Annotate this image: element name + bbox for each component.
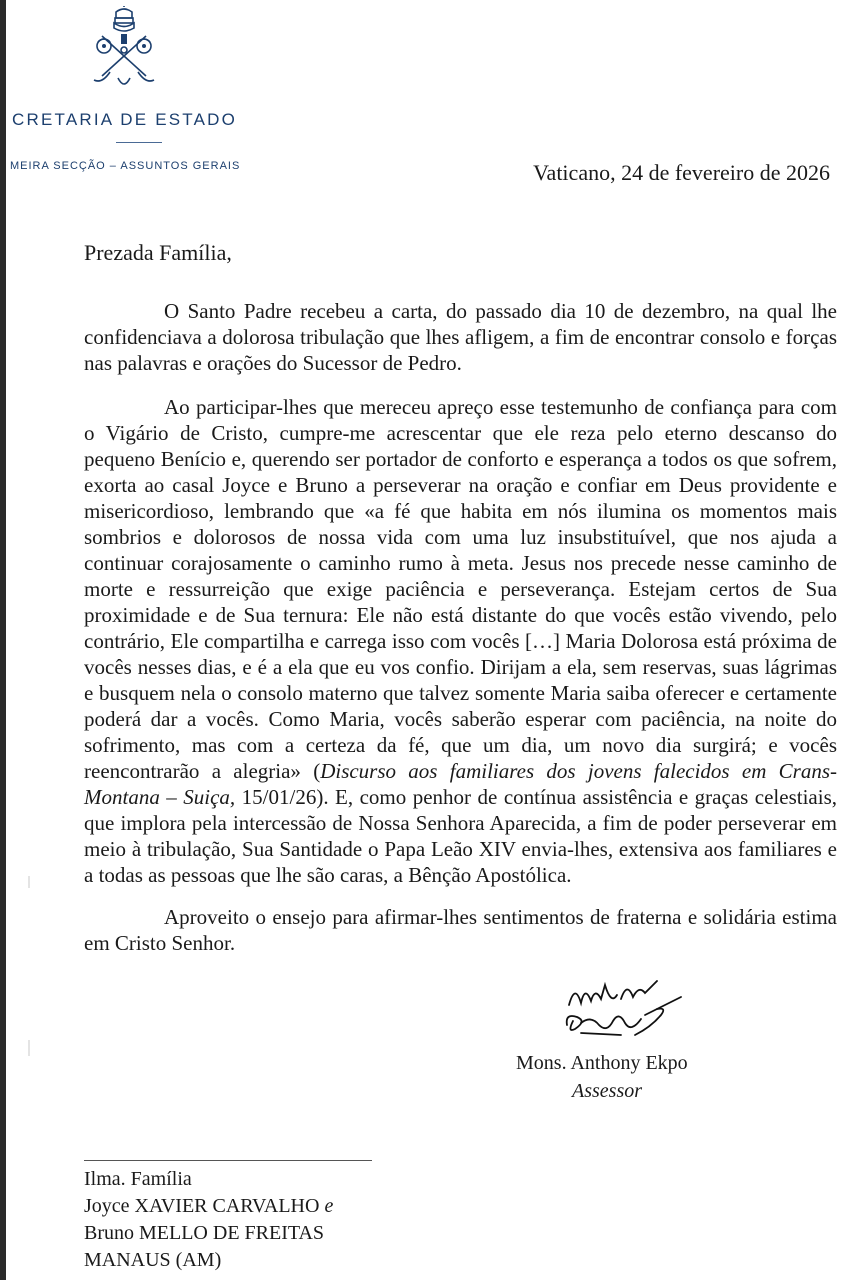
papal-coat-of-arms-icon	[84, 6, 164, 96]
signer-name: Mons. Anthony Ekpo	[516, 1052, 688, 1074]
addressee-conjunction: e	[324, 1195, 334, 1217]
dateline: Vaticano, 24 de fevereiro de 2026	[533, 160, 830, 185]
addressee-block	[84, 1166, 333, 1274]
handwritten-signature	[561, 975, 691, 1047]
letter-body	[84, 298, 837, 974]
department-name: CRETARIA DE ESTADO	[12, 110, 238, 129]
addressee-name-1: Joyce XAVIER CARVALHO	[84, 1195, 325, 1217]
paragraph-1: O Santo Padre recebeu a carta, do passado dia 10 de dezembro, na qual lhe confidenciava a dolorosa tribulação que lhes afligem, a fim de encontrar consolo e forças nas palavras e orações do Sucessor de Pedro.	[84, 299, 837, 375]
citation: Discurso aos familiares dos jovens falecidos em Crans-Montana – Suiça,	[84, 759, 837, 809]
addressee-line-1: Ilma. Família	[84, 1168, 192, 1190]
addressee-line-3: Bruno MELLO DE FREITAS	[84, 1222, 325, 1244]
paragraph-2-main: Ao participar-lhes que mereceu apreço esse testemunho de confiança para com o Vigário de Cristo, cumpre-me acrescentar que ele reza pelo eterno descanso do pequeno Benício e, querendo ser portador de conforto e esperança a todos os que sofrem, exorta ao casal Joyce e Bruno a perseverar na oração e confiar em Deus providente e misericordioso, lembrando que «a fé que habita em nós ilumina os momentos mais sombrios e dolorosos de nossa vida com uma luz insubstituível, que nos ajuda a continuar corajosamente o caminho rumo à meta. Jesus nos precede nesse caminho de morte e ressurreição que exige paciência e perseverança. Estejam certos de Sua proximidade e de Sua ternura: Ele não está distante do que vocês estão vivendo, pelo contrário, Ele compartilha e carrega isso com vocês […] Maria Dolorosa está próxima de vocês nesses dias, e é a ela que eu vos confio. Dirijam a ela, sem reservas, suas lágrimas e busquem nela o consolo materno que talvez somente Maria saiba oferecer e certamente poderá dar a vocês. Como Maria, vocês saberão esperar com paciência, na noite do sofrimento, mas com a certeza da fé, que um dia, um novo dia surgirá; e vocês reencontrarão a alegria» (	[84, 395, 837, 783]
addressee-city: MANAUS (AM)	[84, 1249, 222, 1271]
salutation: Prezada Família,	[84, 240, 232, 265]
signer-title: Assessor	[572, 1080, 643, 1102]
paragraph-2-end: 15/01/26). E, como penhor de contínua assistência e graças celestiais, que implora pela intercessão de Nossa Senhora Aparecida, a fim de poder perseverar em meio à tribulação, Sua Santidade o Papa Leão XIV envia-lhes, extensiva aos familiares e a todas as pessoas que lhe são caras, a Bênção Apostólica.	[84, 785, 837, 887]
section-name: MEIRA SECÇÃO – ASSUNTOS GERAIS	[10, 160, 241, 172]
paragraph-2	[84, 394, 837, 888]
addressee-line-2	[84, 1193, 333, 1220]
letterhead-divider	[116, 142, 162, 143]
scan-artifact	[28, 876, 30, 888]
scan-artifact	[28, 1040, 30, 1056]
letter-page	[6, 0, 854, 1280]
addressee-divider	[84, 1160, 372, 1161]
paragraph-3: Aproveito o ensejo para afirmar-lhes sentimentos de fraterna e solidária estima em Cristo Senhor.	[84, 905, 837, 955]
